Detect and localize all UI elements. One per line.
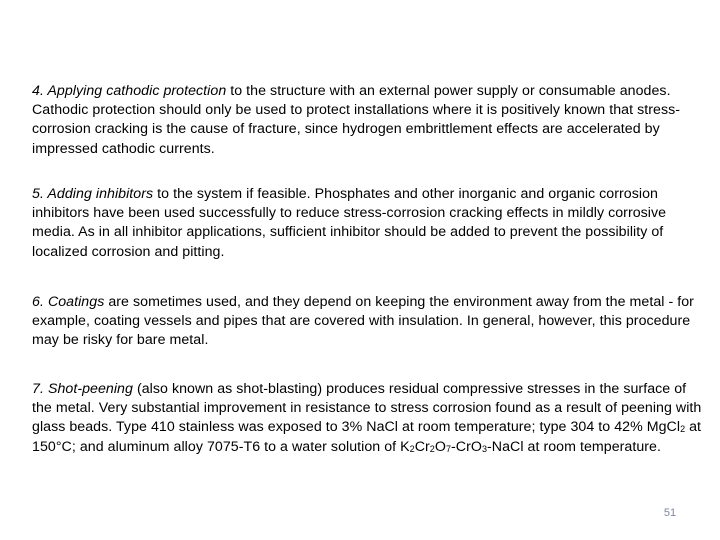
item-lead-term: Shot-peening xyxy=(47,381,133,397)
subscript: 2 xyxy=(409,443,415,454)
item-body: (also known as shot-blasting) produces residual compressive stresses in the surface of the metal. Very substantial improvement in resistance to stress corrosion found as a result of peening with glass beads. Type 410 stainless was exposed to 3% NaCl at room temperature; type 304 to 42% MgCl xyxy=(32,381,702,436)
item-body: are sometimes used, and they depend on keeping the environment away from the metal - for example, coating vessels and pipes that are covered with insulation. In general, however, this procedure may be risky for bare metal. xyxy=(32,294,694,349)
item-number: 7. xyxy=(32,381,44,397)
paragraph-shot-peening xyxy=(32,380,704,457)
item-lead-term: Applying cathodic protection xyxy=(47,83,227,99)
paragraph-inhibitors xyxy=(32,185,704,262)
item-body: to the structure with an external power supply or consumable anodes. Cathodic protection should only be used to protect installations where it is positively known that stress-corrosion cracking is the cause of fracture, since hydrogen embrittlement effects are accelerated by impressed cathodic currents. xyxy=(32,83,681,157)
item-body-cont: -CrO xyxy=(451,438,482,455)
item-lead-term: Adding inhibitors xyxy=(47,186,154,202)
item-number: 4. xyxy=(32,83,44,99)
page-number: 51 xyxy=(663,507,677,519)
paragraph-cathodic-protection xyxy=(32,82,704,159)
item-number: 6. xyxy=(32,294,44,310)
item-body: to the system if feasible. Phosphates and other inorganic and organic corrosion inhibitors have been used successfully to reduce stress-corrosion cracking effects in mildly corrosive media. As in all inhibitor applications, sufficient inhibitor should be added to prevent the possibility of localized corrosion and pitting. xyxy=(32,186,667,260)
subscript: 2 xyxy=(680,424,686,435)
item-number: 5. xyxy=(32,186,44,202)
item-body-cont: -NaCl at room temperature. xyxy=(487,438,661,455)
item-body-cont: O xyxy=(434,438,446,455)
item-body-cont: Cr xyxy=(414,438,430,455)
paragraph-coatings xyxy=(32,293,704,351)
subscript: 7 xyxy=(445,443,452,454)
item-lead-term: Coatings xyxy=(47,294,105,310)
subscript: 2 xyxy=(429,443,435,454)
subscript: 3 xyxy=(481,443,488,454)
item-body-cont: at 150°C; and aluminum alloy 7075-T6 to a water solution of K xyxy=(32,419,702,455)
